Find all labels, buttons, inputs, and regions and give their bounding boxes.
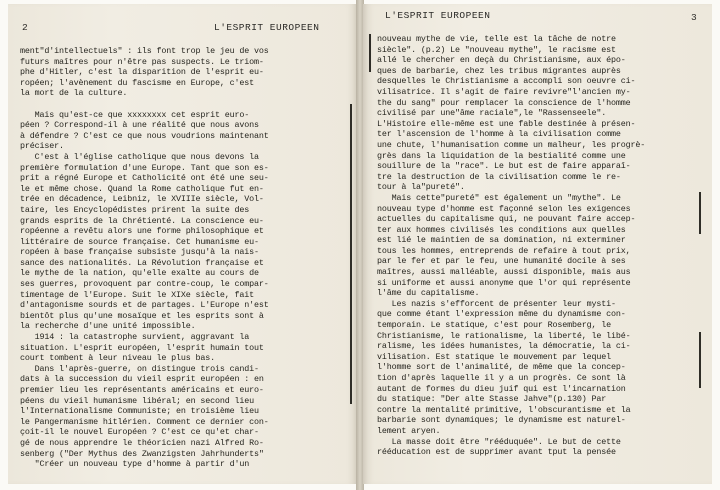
right-text-line: Les nazis s'efforcent de présenter leur mysti-	[377, 298, 616, 309]
right-text-line: souillure de la "race". Le but est de faire apparaî-	[377, 161, 631, 172]
left-text-line: court tombent à leur niveau le plus bas.	[20, 353, 216, 364]
left-text-line: ropéenne a revêtu alors une forme philosophique et	[20, 226, 264, 237]
left-text-line: premier lieu les représentants américains et euro-	[20, 385, 264, 395]
right-text-line: que comme étant l'expression même du dynamisme con-	[377, 309, 626, 320]
left-text-line: ses guerres, provoquent par contre-coup, le compar-	[20, 279, 269, 290]
right-text-line: siècle". (p.2) Le "nouveau mythe", le racisme est	[377, 44, 616, 55]
right-text-line: ter aux hommes civilisés les conditions aux quelles	[377, 224, 626, 235]
left-text-line: bientôt plus qu'une mosaïque et les esprits sont à	[20, 310, 264, 321]
right-text-line: the du sang" pour remplacer la conscience de l'homme	[377, 97, 631, 108]
right-text-line: tre la destruction de la civilisation comme le re-	[377, 171, 621, 182]
left-running-head: L'ESPRIT EUROPEEN	[214, 22, 320, 33]
right-text-line: barbarie sont dynamiques; le dynamisme est naturel-	[377, 415, 626, 426]
left-text-line: la mort de la culture.	[20, 88, 128, 99]
right-page-number: 3	[691, 12, 698, 23]
right-text-line: civilisé par une"âme raciale",le "Rassenseele".	[377, 108, 607, 119]
right-text-line: La masse doit être "rééduquée". Le but de cette	[377, 436, 621, 447]
left-text-line: phe d'Hitler, c'est la disparition de l'esprit eu-	[20, 67, 264, 78]
left-text-line: péens du vieil humanisme libéral; en second lieu	[20, 395, 255, 406]
left-text-line: "Créer un nouveau type d'homme à partir d'un	[20, 459, 250, 470]
right-text-line: rééducation est de supprimer avant tput la pensée	[377, 447, 616, 458]
right-text-line: actuelles du capitalisme qui, ne pouvant faire accep-	[377, 214, 636, 225]
right-text-line: ralisme, les idées humanistes, la démocratie, la ci-	[377, 341, 631, 352]
left-text-line: situation. L'esprit européen, l'esprit humain tout	[20, 342, 264, 353]
right-text-line: vilisation. Est statique le mouvement par lequel	[377, 351, 612, 362]
right-text-line: si uniforme et aussi anonyme que l'or qui représente	[377, 277, 631, 288]
left-text-line: à défendre ? C'est ce que nous voudrions maintenant	[20, 130, 269, 141]
left-text-line: senberg ("Der Mythus des Zwanzigsten Jahrhunderts"	[20, 448, 264, 459]
right-text-line: grès dans la liquidation de la bestialité comme une	[377, 150, 626, 161]
left-text-line: d'antagonisme sourds et de partages. L'Europe n'est	[20, 300, 269, 311]
right-text-line: est lié le maintien de sa domination, ni exterminer	[377, 235, 626, 246]
left-text-line: l'Internationalisme Communiste; en troisième lieu	[20, 406, 259, 417]
right-text-line: l'homme sort de l'animalité, de même que la concep-	[377, 362, 626, 373]
left-text-line: Dans l'après-guerre, on distingue trois candi-	[20, 363, 259, 374]
left-page-body	[20, 46, 350, 470]
right-page	[363, 4, 712, 484]
right-text-line: allé le chercher en deçà du Christianisme, aux épo-	[377, 55, 626, 66]
right-margin-mark-low	[699, 332, 701, 388]
right-text-line: du statique: "Der alte Stasse Jahve"(p.130) Par	[377, 394, 607, 405]
right-text-line: L'Histoire elle-même est une fable destinée à présen-	[377, 118, 636, 129]
left-text-line: le mythe de la nation, qu'elle exalte au cours de	[20, 268, 259, 279]
right-text-line: Christianisme, le rationalisme, la liberté, le libé-	[377, 330, 631, 341]
left-page-number: 2	[22, 22, 29, 33]
right-text-line: maîtres, aussi malléable, aussi disponible, mais aus	[377, 267, 631, 278]
left-text-line: C'est à l'église catholique que nous devons la	[20, 151, 259, 162]
left-text-line: trée en décadence, Leibniz, le XVIIIe siècle, Vol-	[20, 194, 264, 205]
left-text-line	[20, 99, 350, 110]
left-text-line: ropéen à base française subsiste jusqu'à la nais-	[20, 247, 259, 258]
left-text-line: grands esprits de la Chrétienté. La conscience eu-	[20, 215, 264, 226]
left-text-line: 1914 : la catastrophe survient, aggravant la	[20, 332, 250, 343]
left-text-line: Mais qu'est-ce que xxxxxxxx cet esprit euro-	[20, 109, 250, 120]
right-text-line: par le fer et par le feu, une humanité docile à ses	[377, 256, 626, 267]
right-margin-mark-top	[369, 34, 371, 72]
left-text-line: futurs maîtres pour n'être pas suspects. Le triom-	[20, 56, 264, 67]
right-text-line: desquelles le Christianisme a accompli son oeuvre ci-	[377, 76, 636, 87]
left-page	[8, 4, 357, 484]
right-text-line: nouveau mythe de vie, telle est la tâche de notre	[377, 34, 616, 44]
left-text-line: le et même chose. Quand la Rome catholique fut en-	[20, 183, 264, 194]
left-text-line: la recherche d'une unité impossible.	[20, 321, 196, 332]
left-text-line: sance des nationalités. La Révolution française et	[20, 257, 264, 268]
left-text-line: dats à la succession du vieil esprit européen : en	[20, 374, 264, 385]
left-text-line: ment"d'intellectuels" : ils font trop le jeu de vos	[20, 46, 269, 56]
right-text-line: tour à la"pureté".	[377, 182, 465, 193]
right-text-line: tous les hommes, entreprends de refaire à tout prix,	[377, 245, 631, 256]
right-text-line: tion d'après laquelle il y a un progrès. Ce sont là	[377, 373, 626, 383]
right-text-line: Mais cette"pureté" est également un "mythe". Le	[377, 192, 621, 203]
left-text-line: première formulation d'une Europe. Tant que son es-	[20, 162, 269, 173]
right-text-line: une chute, l'humanisation comme un malheur, les progrè-	[377, 139, 646, 150]
right-page-body	[377, 34, 707, 458]
left-text-line: le Pangermanisme hitlérien. Comment ce dernier con-	[20, 416, 269, 427]
left-text-line: taire, les Encyclopédistes prirent la suite des	[20, 204, 250, 215]
left-text-line: littéraire de source française. Cet humanisme eu-	[20, 236, 259, 247]
right-text-line: nouveau type d'homme est façonné selon les exigences	[377, 203, 631, 214]
left-margin-mark	[350, 104, 352, 404]
left-text-line: timentage de l'Europe. Suit le XIXe siècle, fait	[20, 289, 255, 300]
left-text-line: çoit-il le nouvel Européen ? C'est ce qu'et char-	[20, 427, 259, 438]
right-text-line: temporain. Le statique, c'est pour Rosemberg, le	[377, 320, 612, 331]
left-text-line: préciser.	[20, 141, 64, 152]
left-text-line: péen ? Correspond-il à une réalité que nous avons	[20, 120, 259, 131]
right-text-line: l'âme du capitalisme.	[377, 288, 480, 299]
right-margin-mark-mid	[699, 192, 701, 234]
left-text-line: gé de nous apprendre le théoricien nazi Alfred Ro-	[20, 437, 264, 448]
right-running-head: L'ESPRIT EUROPEEN	[385, 10, 491, 21]
right-text-line: autant de formes du dieu juif qui est l'incarnation	[377, 383, 626, 394]
right-text-line: vilisatrice. Il s'agit de faire revivre"l'ancien my-	[377, 86, 631, 97]
right-text-line: ques de barbarie, chez les tribus migrantes auprès	[377, 65, 621, 76]
left-text-line: ropéen; l'avènement du fascisme en Europe, c'est	[20, 77, 255, 88]
left-text-line: prit a régné Europe et Catholicité ont été une seu-	[20, 173, 269, 184]
right-text-line: lement aryen.	[377, 425, 441, 436]
right-text-line: contre la mentalité primitive, l'obscurantisme et la	[377, 404, 631, 415]
right-text-line: ter l'ascension de l'homme à la civilisation comme	[377, 129, 621, 140]
